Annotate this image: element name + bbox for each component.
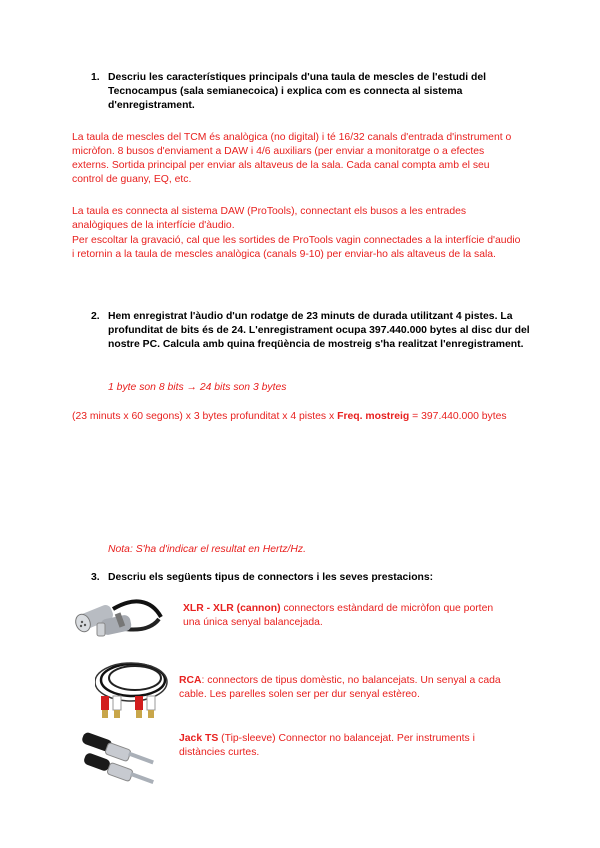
answer-2-note: Nota: S'ha d'indicar el resultat en Hertz/Hz. (108, 544, 307, 555)
xlr-desc: connectors estàndard de micròfon que porten una única senyal balancejada. (183, 603, 494, 628)
answer-1-paragraph-1: La taula de mescles del TCM és analògica (no digital) i té 16/32 canals d'entrada d'instrument o micròfon. 8 busos d'enviament a DAW i 4/6 auxiliars (per enviar a monitoratge o a efectes externs. Sortida principal per enviar als altaveus de la sala. Cada canal compta amb el seu control de guany, EQ, etc. (72, 132, 512, 185)
rca-desc: : connectors de tipus domèstic, no balancejats. Un senyal a cada cable. Les parelles solen ser per dur senyal estèreo. (179, 675, 501, 700)
rca-description (179, 674, 519, 702)
question-2-number: 2. (91, 311, 100, 322)
xlr-title: XLR - XLR (cannon) (183, 603, 281, 614)
question-3-number: 3. (91, 572, 100, 583)
formula-suffix: = 397.440.000 bytes (409, 411, 507, 422)
formula-frequency: Freq. mostreig (337, 411, 410, 422)
xlr-description (183, 602, 513, 630)
rca-cable-icon (95, 656, 175, 722)
question-3-text: Descriu els següents tipus de connectors i les seves prestacions: (108, 572, 434, 583)
rca-title: RCA (179, 675, 202, 686)
question-3 (91, 571, 531, 587)
answer-2-hint: 1 byte son 8 bits → 24 bits son 3 bytes (108, 382, 287, 393)
question-2-text: Hem enregistrat l'àudio d'un rodatge de 23 minuts de durada utilitzant 4 pistes. La profunditat de bits és de 24. L'enregistrament ocupa 397.440.000 bytes al disc dur del nostre PC. Calcula amb quina freqüència de mostreig s'ha realitzat l'enregistrament. (108, 311, 530, 350)
jack-ts-connector-icon (80, 732, 168, 788)
answer-1-paragraph-3: Per escoltar la gravació, cal que les sortides de ProTools vagin connectades a la interfície d'audio i retornin a la taula de mescles analògica (canals 9-10) per enviar-ho als altaveus de la sala. (72, 235, 521, 260)
xlr-connector-icon (73, 589, 165, 647)
jack-desc: (Tip-sleeve) Connector no balancejat. Per instruments i distàncies curtes. (179, 733, 475, 758)
formula-prefix: (23 minuts x 60 segons) x 3 bytes profunditat x 4 pistes x (72, 411, 338, 422)
question-1 (91, 71, 531, 115)
jack-title: Jack TS (179, 733, 219, 744)
answer-1-paragraph-2: La taula es connecta al sistema DAW (ProTools), connectant els busos a les entrades analògiques de la interfície d'àudio. (72, 206, 467, 231)
answer-2-formula (72, 410, 522, 424)
question-1-number: 1. (91, 72, 100, 83)
question-2 (91, 310, 531, 368)
question-1-text: Descriu les característiques principals d'una taula de mescles de l'estudi del Tecnocampus (sala semianecoica) i explica com es connecta al sistema d'enregistrament. (108, 72, 487, 111)
jack-description (179, 732, 519, 760)
